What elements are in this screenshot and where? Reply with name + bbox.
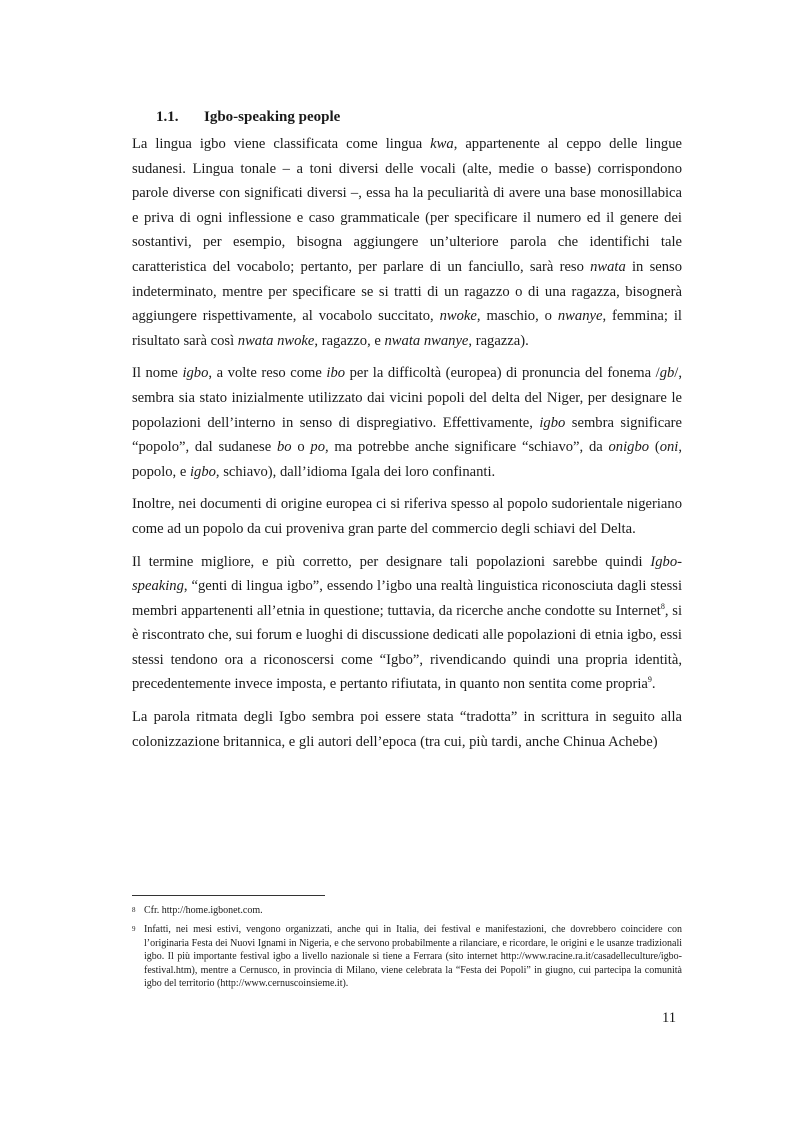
- text-run: (: [649, 439, 660, 456]
- text-run: , maschio, o: [476, 308, 558, 325]
- italic-term: nwanye: [557, 308, 603, 325]
- section-number: 1.1.: [156, 109, 179, 125]
- footnote-text: Cfr. http://home.igbonet.com.: [144, 905, 263, 916]
- page-body: [132, 106, 682, 762]
- paragraph-3: Inoltre, nei documenti di origine europea ci si riferiva spesso al popolo sudorientale nigeriano come ad un popolo da cui proveniva gran parte del commercio degli schiavi del Delta.: [132, 496, 682, 537]
- italic-term: nwata: [590, 258, 626, 275]
- text-run: , si è riscontrato che, sui forum e luoghi di discussione dedicati alle popolazioni di etnia igbo, essi stessi tendono ora a riconoscersi come “Igbo”, rivendicando quindi una propria identità, precedentemente invece imposta, e pertanto rifiutata, in quanto non sentita come propria: [132, 602, 683, 693]
- italic-term: bo: [276, 439, 292, 456]
- italic-term: po: [310, 439, 325, 456]
- text-run: Il nome: [132, 365, 183, 382]
- footnote-ref-8[interactable]: 8: [660, 601, 665, 611]
- italic-term: igbo: [189, 463, 216, 480]
- italic-term: igbo: [539, 414, 566, 431]
- text-run: , schiavo), dall’idioma Igala dei loro confinanti.: [215, 463, 496, 480]
- text-run: , ragazza).: [468, 332, 529, 349]
- footnote-9: [132, 923, 682, 990]
- italic-term: onigbo: [608, 439, 650, 456]
- italic-term: kwa: [430, 136, 454, 152]
- italic-term: nwata nwanye: [384, 332, 469, 349]
- text-run: /, sembra sia stato inizialmente utilizzato dai vicini popoli del delta del Niger, per designare le popolazioni dell’interno in senso di dispregiativo. Effettivamente,: [132, 365, 682, 431]
- text-run: La lingua igbo viene classificata come lingua: [132, 136, 431, 152]
- footnote-8: [132, 904, 682, 917]
- italic-term: gb: [659, 365, 675, 382]
- footnote-text: Infatti, nei mesi estivi, vengono organizzati, anche qui in Italia, dei festival e manifestazioni, che dovrebbero coincidere con l’originaria Festa dei Nuovi Ignami in Nigeria, e che servono probabilmente a rilanciare, e ricordare, le origini e le usanze tradizionali igbo. Il più importante festival igbo a livello nazionale si tiene a Ferrara (sito internet http://www.racine.ra.it/casadelleculture/igbo-festival.htm), mentre a Cernusco, in provincia di Milano, viene celebrata la “Festa dei Popoli” in giugno, cui partecipa la comunità igbo del territorio (http://www.cernuscoinsieme.it).: [144, 924, 682, 990]
- italic-term: igbo: [182, 365, 209, 382]
- text-run: , “genti di lingua igbo”, essendo l’igbo una realtà linguistica riconosciuta dagli stessi membri appartenenti all’etnia in questione; tuttavia, da ricerche anche condotte su Internet: [132, 578, 682, 619]
- footnote-mark: 9: [132, 925, 136, 934]
- paragraph-5: La parola ritmata degli Igbo sembra poi essere stata “tradotta” in scrittura in seguito alla colonizzazione britannica, e gli autori dell’epoca (tra cui, più tardi, anche Chinua Achebe): [132, 709, 682, 750]
- text-run: o: [291, 439, 311, 456]
- italic-term: ibo: [326, 365, 346, 382]
- text-run: , femmina; il risultato sarà così: [132, 308, 682, 349]
- paragraph-2: [132, 361, 682, 484]
- paragraph-1: [132, 132, 682, 353]
- italic-term: Igbo-speaking: [132, 553, 682, 595]
- footnote-ref-9[interactable]: 9: [647, 675, 652, 685]
- paragraph-4: [132, 550, 682, 698]
- text-run: per la difficoltà (europea) di pronuncia del fonema /: [345, 365, 660, 382]
- footnote-mark: 8: [132, 906, 136, 914]
- text-run: , ragazzo, e: [314, 332, 385, 349]
- section-heading: [156, 106, 682, 128]
- text-run: , a volte reso come: [208, 365, 327, 382]
- text-run: Il termine migliore, e più corretto, per designare tali popolazioni sarebbe quindi: [132, 553, 651, 570]
- italic-term: oni: [659, 439, 679, 456]
- text-run: .: [651, 676, 656, 693]
- italic-term: nwoke: [439, 308, 477, 325]
- text-run: in senso indeterminato, mentre per specificare se si tratti di un ragazzo o di una ragazza, bisognerà aggiungere rispettivamente, al vocabolo succitato,: [132, 258, 682, 325]
- italic-term: nwata nwoke: [237, 332, 315, 349]
- text-run: , ma potrebbe anche significare “schiavo”, da: [325, 439, 609, 456]
- footnotes: [132, 904, 682, 996]
- text-run: , appartenente al ceppo delle lingue sudanesi. Lingua tonale – a toni diversi delle vocali (alte, medie o basse) corrispondono parole diverse con significati diversi –, essa ha la peculiarità di avere una base monosillabica e priva di ogni inflessione e caso grammaticale (per specificare il numero ed il genere dei sostantivi, per esempio, bisogna aggiungere un’ulteriore parola che identifichi tale caratteristica del vocabolo; pertanto, per parlare di un fanciullo, sarà reso: [132, 136, 682, 275]
- footnote-separator: [132, 895, 325, 896]
- section-title: Igbo-speaking people: [204, 109, 341, 125]
- page-number: 11: [662, 1010, 677, 1026]
- text-run: sembra significare “popolo”, dal sudanese: [132, 414, 683, 456]
- text-run: , popolo, e: [132, 439, 682, 480]
